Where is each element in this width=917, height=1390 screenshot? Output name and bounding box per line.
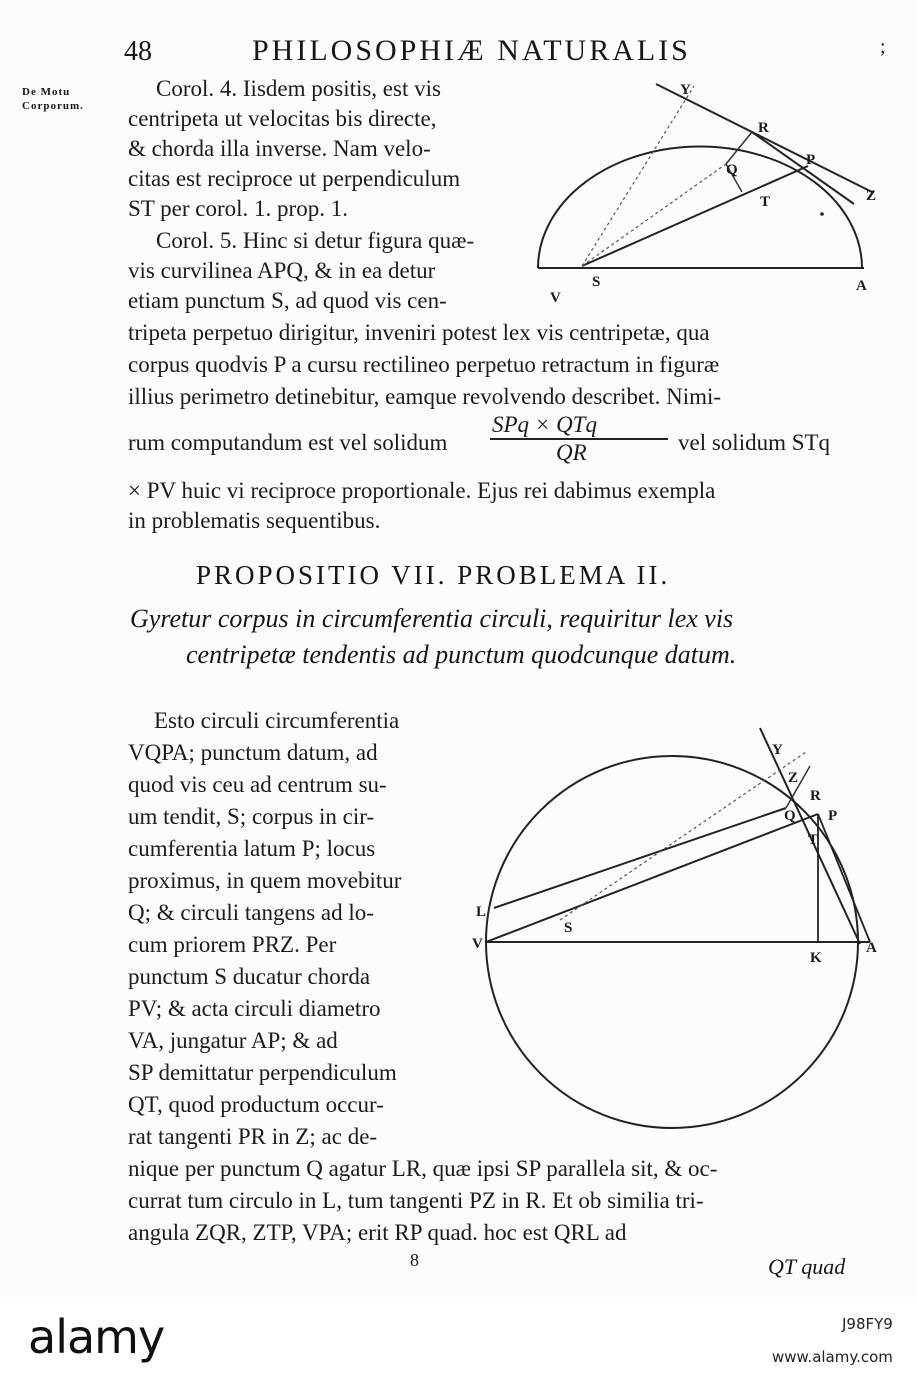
text-line: proximus, in quem movebitur — [128, 868, 402, 893]
text-line: quod vis ceu ad centrum su- — [128, 772, 387, 797]
text-line: QT, quod productum occur- — [128, 1092, 384, 1117]
fig2-label-s: S — [564, 920, 573, 936]
enunciation-line: Gyretur corpus in circumferentia circuli, requiritur lex vis — [130, 604, 734, 633]
fig2-label-r: R — [810, 788, 821, 804]
running-title: PHILOSOPHIÆ NATURALIS — [252, 34, 691, 67]
text-line: punctum S ducatur chorda — [128, 964, 371, 989]
catchword: QT quad — [768, 1254, 846, 1279]
text-line: cumferentia latum P; locus — [128, 836, 376, 861]
figure-circle — [460, 720, 900, 1140]
text-line: rat tangenti PR in Z; ac de- — [128, 1124, 378, 1149]
fig1-label-z: Z — [866, 188, 877, 204]
fig2-label-z: Z — [788, 770, 799, 786]
text-line: Corol. 5. Hinc si detur figura quæ- — [156, 228, 475, 253]
text-line: × PV huic vi reciproce proportionale. Ejus rei dabimus exempla — [128, 478, 716, 503]
text-line: centripeta ut velocitas bis directe, — [128, 106, 437, 131]
text-line: & chorda illa inverse. Nam velo- — [128, 136, 431, 161]
text-line: angula ZQR, ZTP, VPA; erit RP quad. hoc est QRL ad — [128, 1220, 627, 1245]
text-line: Corol. 4. Iisdem positis, est vis — [156, 76, 441, 101]
text-line: Esto circuli circumferentia — [154, 708, 400, 733]
margin-note-line: De Motu — [22, 86, 71, 98]
text-line: corpus quodvis P a cursu rectilineo perpetuo retractum in figuræ — [128, 352, 720, 377]
fig2-label-y: Y — [772, 742, 783, 758]
fig1-label-v: V — [550, 290, 561, 306]
formula-numerator: SPq × QTq — [492, 412, 597, 437]
text-line: Q; & circuli tangens ad lo- — [128, 900, 374, 925]
formula-text-before: rum computandum est vel solidum — [128, 430, 448, 455]
image-id: J98FY9 — [842, 1315, 893, 1333]
text-line: PV; & acta circuli diametro — [128, 996, 381, 1021]
text-line: vis curvilinea APQ, & in ea detur — [128, 258, 436, 283]
text-line: VQPA; punctum datum, ad — [128, 740, 378, 765]
text-line: ST per corol. 1. prop. 1. — [128, 196, 348, 221]
site-url: www.alamy.com — [772, 1348, 893, 1366]
text-line: cum priorem PRZ. Per — [128, 932, 337, 957]
page-number: 48 — [124, 36, 152, 67]
text-line: etiam punctum S, ad quod vis cen- — [128, 288, 447, 313]
fig1-label-r: R — [758, 120, 769, 136]
fig1-label-q: Q — [726, 162, 738, 178]
fig1-label-t: T — [760, 194, 771, 210]
figure-semicircle — [530, 70, 890, 306]
fig1-label-p: P — [806, 152, 816, 168]
fig2-label-t: T — [808, 832, 819, 848]
text-line: currat tum circulo in L, tum tangenti PZ in R. Et ob similia tri- — [128, 1188, 704, 1213]
margin-note-line: Corporum. — [22, 100, 84, 112]
text-line: citas est reciproce ut perpendiculum — [128, 166, 461, 191]
proposition-heading: PROPOSITIO VII. PROBLEMA II. — [196, 560, 671, 590]
alamy-logo: alamy — [28, 1310, 165, 1364]
fig2-label-q: Q — [784, 808, 796, 824]
formula-text-after: vel solidum STq — [678, 430, 831, 455]
text-line: in problematis sequentibus. — [128, 508, 381, 533]
text-line: VA, jungatur AP; & ad — [128, 1028, 338, 1053]
fig2-label-l: L — [476, 904, 487, 920]
text-line: um tendit, S; corpus in cir- — [128, 804, 375, 829]
fig2-label-p: P — [828, 808, 838, 824]
text-line: illius perimetro detinebitur, eamque revolvendo describet. Nimi- — [128, 384, 722, 409]
fig1-label-s: S — [592, 274, 601, 290]
signature-mark: 8 — [410, 1250, 419, 1270]
fig2-label-v: V — [472, 936, 483, 952]
enunciation-line: centripetæ tendentis ad punctum quodcunque datum. — [186, 640, 737, 669]
formula-denominator: QR — [556, 440, 587, 465]
text-line: tripeta perpetuo dirigitur, inveniri potest lex vis centripetæ, qua — [128, 320, 710, 345]
fig1-label-y: Y — [680, 82, 691, 98]
fig1-label-a: A — [856, 278, 867, 294]
header-mark: ; — [880, 36, 886, 58]
fig2-label-k: K — [810, 950, 822, 966]
text-line: SP demittatur perpendiculum — [128, 1060, 397, 1085]
text-line: nique per punctum Q agatur LR, quæ ipsi SP parallela sit, & oc- — [128, 1156, 718, 1181]
fig2-label-a: A — [866, 940, 877, 956]
